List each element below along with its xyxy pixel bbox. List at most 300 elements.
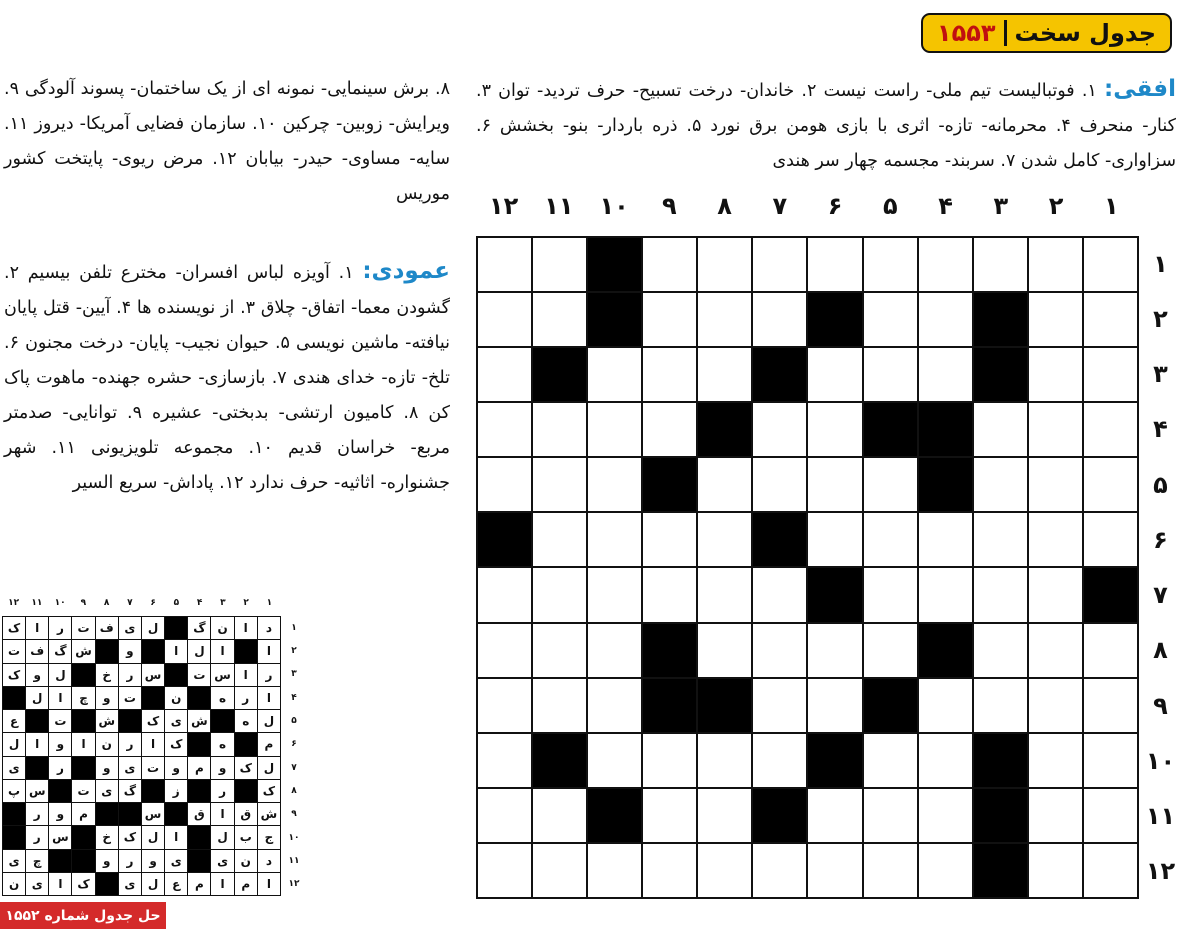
- grid-cell[interactable]: [588, 734, 641, 787]
- grid-cell[interactable]: [919, 513, 972, 566]
- grid-cell[interactable]: [588, 679, 641, 732]
- solution-letter-cell: ر: [119, 850, 141, 872]
- black-cell: [698, 679, 751, 732]
- solution-row-number: ۲: [291, 645, 297, 656]
- grid-cell[interactable]: [864, 624, 917, 677]
- grid-cell[interactable]: [864, 734, 917, 787]
- grid-cell[interactable]: [753, 844, 806, 897]
- grid-cell[interactable]: [478, 348, 531, 401]
- solution-letter-cell: ک: [72, 873, 94, 895]
- row-number: ۹: [1153, 691, 1168, 720]
- grid-cell[interactable]: [808, 844, 861, 897]
- black-cell: [919, 403, 972, 456]
- grid-cell[interactable]: [533, 624, 586, 677]
- grid-cell[interactable]: [1029, 679, 1082, 732]
- row-number: ۴: [1153, 415, 1168, 444]
- grid-cell[interactable]: [643, 348, 696, 401]
- grid-cell[interactable]: [643, 844, 696, 897]
- grid-cell[interactable]: [753, 568, 806, 621]
- grid-cell[interactable]: [478, 238, 531, 291]
- solution-black-cell: [3, 687, 25, 709]
- solution-letter-cell: ه: [235, 710, 257, 732]
- grid-cell[interactable]: [808, 679, 861, 732]
- grid-cell[interactable]: [1029, 734, 1082, 787]
- row-number: ۶: [1153, 525, 1168, 554]
- solution-letter-cell: ق: [188, 803, 210, 825]
- down-clues: [4, 254, 450, 501]
- solution-letter-cell: و: [96, 850, 118, 872]
- grid-cell[interactable]: [919, 238, 972, 291]
- grid-cell[interactable]: [808, 513, 861, 566]
- grid-cell[interactable]: [1084, 513, 1137, 566]
- black-cell: [643, 624, 696, 677]
- grid-cell[interactable]: [478, 293, 531, 346]
- grid-cell[interactable]: [864, 348, 917, 401]
- solution-letter-cell: م: [258, 733, 280, 755]
- row-number: ۸: [1153, 636, 1168, 665]
- solution-black-cell: [235, 780, 257, 802]
- column-numbers: [476, 192, 1139, 226]
- black-cell: [864, 403, 917, 456]
- solution-letter-cell: ل: [142, 873, 164, 895]
- black-cell: [588, 789, 641, 842]
- black-cell: [808, 734, 861, 787]
- solution-letter-cell: ه: [211, 733, 233, 755]
- grid-cell[interactable]: [864, 293, 917, 346]
- solution-column-number: ۱۰: [54, 598, 66, 608]
- grid-cell[interactable]: [753, 679, 806, 732]
- solution-letter-cell: و: [119, 640, 141, 662]
- solution-row-number: ۹: [291, 809, 297, 820]
- solution-grid: [2, 616, 281, 896]
- solution-black-cell: [49, 780, 71, 802]
- solution-letter-cell: ش: [188, 710, 210, 732]
- grid-cell[interactable]: [588, 403, 641, 456]
- column-number: ۱۱: [544, 192, 574, 220]
- grid-cell[interactable]: [919, 844, 972, 897]
- solution-letter-cell: ا: [235, 664, 257, 686]
- grid-cell[interactable]: [808, 624, 861, 677]
- grid-cell[interactable]: [974, 513, 1027, 566]
- row-number: ۳: [1153, 360, 1168, 389]
- grid-cell[interactable]: [808, 789, 861, 842]
- title-separator: [1004, 20, 1007, 46]
- solution-black-cell: [72, 850, 94, 872]
- grid-cell[interactable]: [1084, 458, 1137, 511]
- grid-cell[interactable]: [478, 679, 531, 732]
- black-cell: [533, 734, 586, 787]
- row-number: ۱۱: [1145, 802, 1176, 831]
- grid-cell[interactable]: [533, 513, 586, 566]
- down-heading: عمودی:: [362, 258, 450, 284]
- grid-cell[interactable]: [643, 568, 696, 621]
- solution-letter-cell: چ: [26, 850, 48, 872]
- solution-letter-cell: ف: [96, 617, 118, 639]
- solution-black-cell: [142, 687, 164, 709]
- grid-cell[interactable]: [808, 403, 861, 456]
- solution-letter-cell: د: [258, 850, 280, 872]
- grid-cell[interactable]: [533, 789, 586, 842]
- grid-cell[interactable]: [533, 679, 586, 732]
- grid-cell[interactable]: [974, 238, 1027, 291]
- grid-cell[interactable]: [588, 348, 641, 401]
- solution-black-cell: [96, 803, 118, 825]
- crossword-grid[interactable]: [476, 236, 1139, 899]
- across-clues-text-cont: ۸. برش سینمایی- نمونه ای از یک ساختمان- پسوند آلودگی ۹. ویرایش- زوبین- چرکین ۱۰. سازمان فضایی آمریکا- دیروز ۱۱. سایه- مساوی- حیدر- بیابان ۱۲. مرض ریوی- پایتخت کشور موریس: [4, 79, 450, 204]
- solution-letter-cell: ل: [188, 640, 210, 662]
- grid-cell[interactable]: [919, 348, 972, 401]
- solution-letter-cell: ی: [119, 873, 141, 895]
- grid-cell[interactable]: [1029, 348, 1082, 401]
- solution-letter-cell: س: [49, 826, 71, 848]
- grid-cell[interactable]: [533, 568, 586, 621]
- grid-cell[interactable]: [643, 513, 696, 566]
- row-number: ۵: [1153, 470, 1168, 499]
- solution-black-cell: [188, 733, 210, 755]
- grid-cell[interactable]: [698, 238, 751, 291]
- solution-letter-cell: ی: [3, 850, 25, 872]
- grid-cell[interactable]: [533, 293, 586, 346]
- solution-letter-cell: م: [235, 873, 257, 895]
- grid-cell[interactable]: [1029, 458, 1082, 511]
- solution-letter-cell: ی: [96, 780, 118, 802]
- solution-row-number: ۵: [291, 715, 297, 726]
- solution-letter-cell: ک: [142, 710, 164, 732]
- solution-letter-cell: ع: [3, 710, 25, 732]
- solution-column-number: ۷: [127, 598, 133, 608]
- solution-black-cell: [188, 826, 210, 848]
- grid-cell[interactable]: [1029, 844, 1082, 897]
- grid-cell[interactable]: [1084, 789, 1137, 842]
- solution-letter-cell: س: [142, 664, 164, 686]
- solution-column-number: ۱۲: [8, 598, 20, 608]
- grid-cell[interactable]: [698, 734, 751, 787]
- solution-column-number: ۱۱: [31, 598, 43, 608]
- solution-letter-cell: ل: [26, 687, 48, 709]
- grid-cell[interactable]: [1029, 789, 1082, 842]
- solution-letter-cell: و: [26, 664, 48, 686]
- down-clues-text: ۱. آویزه لباس افسران- مخترع تلفن بیسیم ۲. گشودن معما- اتفاق- چلاق ۳. از نویسنده ها ۴. آیین- قتل پایان نیافته- ماشین نویسی ۵. حیوان نجیب- پایان- درخت مجنون ۶. تلخ- تازه- خدای هندی ۷. بازسازی- حشره جهنده- ماهوت پاک کن ۸. کامیون ارتشی- بدبختی- عشیره ۹. توانایی- صدمتر مربع- خراسان قدیم ۱۰. مجموعه تلویزیونی ۱۱. شهر جشنواره- اثاثیه- حرف ندارد ۱۲. پاداش- سریع السیر: [4, 263, 451, 493]
- grid-cell[interactable]: [974, 679, 1027, 732]
- grid-cell[interactable]: [919, 293, 972, 346]
- grid-cell[interactable]: [533, 403, 586, 456]
- black-cell: [478, 513, 531, 566]
- solution-letter-cell: س: [211, 664, 233, 686]
- solution-black-cell: [142, 640, 164, 662]
- black-cell: [974, 348, 1027, 401]
- solution-letter-cell: ت: [49, 710, 71, 732]
- solution-letter-cell: ش: [96, 710, 118, 732]
- grid-cell[interactable]: [974, 624, 1027, 677]
- grid-cell[interactable]: [1029, 293, 1082, 346]
- solution-letter-cell: ع: [165, 873, 187, 895]
- solution-letter-cell: ی: [165, 850, 187, 872]
- solution-letter-cell: ا: [211, 873, 233, 895]
- grid-cell[interactable]: [588, 513, 641, 566]
- solution-letter-cell: ر: [49, 757, 71, 779]
- black-cell: [808, 293, 861, 346]
- grid-cell[interactable]: [698, 844, 751, 897]
- solution-letter-cell: ا: [258, 687, 280, 709]
- grid-cell[interactable]: [864, 844, 917, 897]
- grid-cell[interactable]: [919, 789, 972, 842]
- solution-letter-cell: ر: [258, 664, 280, 686]
- solution-letter-cell: پ: [3, 780, 25, 802]
- grid-cell[interactable]: [974, 458, 1027, 511]
- solution-black-cell: [188, 687, 210, 709]
- grid-cell[interactable]: [698, 513, 751, 566]
- grid-cell[interactable]: [753, 458, 806, 511]
- grid-cell[interactable]: [643, 734, 696, 787]
- solution-letter-cell: س: [142, 803, 164, 825]
- row-number: ۱۲: [1145, 857, 1176, 886]
- solution-letter-cell: ل: [142, 617, 164, 639]
- grid-cell[interactable]: [974, 568, 1027, 621]
- grid-cell[interactable]: [919, 734, 972, 787]
- solution-letter-cell: ا: [165, 826, 187, 848]
- grid-cell[interactable]: [478, 458, 531, 511]
- solution-letter-cell: ف: [26, 640, 48, 662]
- grid-cell[interactable]: [588, 624, 641, 677]
- grid-cell[interactable]: [919, 679, 972, 732]
- grid-cell[interactable]: [478, 568, 531, 621]
- solution-black-cell: [26, 757, 48, 779]
- solution-letter-cell: و: [96, 687, 118, 709]
- solution-letter-cell: ت: [72, 617, 94, 639]
- grid-cell[interactable]: [753, 238, 806, 291]
- column-number: ۲: [1048, 192, 1064, 220]
- grid-cell[interactable]: [533, 458, 586, 511]
- solution-letter-cell: ک: [235, 757, 257, 779]
- column-number: ۱: [1104, 192, 1119, 220]
- grid-cell[interactable]: [478, 734, 531, 787]
- solution-letter-cell: ی: [3, 757, 25, 779]
- across-clues: [476, 72, 1176, 179]
- black-cell: [753, 513, 806, 566]
- black-cell: [753, 348, 806, 401]
- solution-letter-cell: و: [165, 757, 187, 779]
- solution-letter-cell: ج: [258, 826, 280, 848]
- grid-cell[interactable]: [753, 293, 806, 346]
- across-clues-continued: [4, 72, 450, 212]
- grid-cell[interactable]: [864, 568, 917, 621]
- black-cell: [974, 844, 1027, 897]
- solution-letter-cell: ت: [72, 780, 94, 802]
- grid-cell[interactable]: [533, 238, 586, 291]
- solution-column-number: ۵: [173, 598, 180, 608]
- grid-cell[interactable]: [1084, 734, 1137, 787]
- grid-cell[interactable]: [864, 513, 917, 566]
- solution-letter-cell: ل: [211, 826, 233, 848]
- column-number: ۱۰: [599, 192, 629, 220]
- solution-letter-cell: ن: [165, 687, 187, 709]
- grid-cell[interactable]: [588, 568, 641, 621]
- row-number: ۷: [1153, 581, 1168, 610]
- black-cell: [1084, 568, 1137, 621]
- row-number: ۱۰: [1145, 746, 1176, 775]
- black-cell: [919, 624, 972, 677]
- black-cell: [974, 789, 1027, 842]
- black-cell: [643, 679, 696, 732]
- grid-cell[interactable]: [919, 568, 972, 621]
- solution-black-cell: [165, 803, 187, 825]
- row-number: ۲: [1153, 304, 1168, 333]
- column-number: ۶: [827, 192, 843, 220]
- solution-row-numbers: [284, 616, 304, 896]
- solution-letter-cell: و: [211, 757, 233, 779]
- grid-cell[interactable]: [643, 238, 696, 291]
- grid-cell[interactable]: [808, 238, 861, 291]
- column-number: ۴: [938, 192, 953, 220]
- solution-letter-cell: ق: [235, 803, 257, 825]
- black-cell: [919, 458, 972, 511]
- solution-letter-cell: ی: [165, 710, 187, 732]
- solution-letter-cell: ر: [49, 617, 71, 639]
- solution-row-number: ۱: [291, 622, 297, 633]
- solution-black-cell: [165, 664, 187, 686]
- solution-letter-cell: ا: [165, 640, 187, 662]
- solution-letter-cell: ک: [3, 664, 25, 686]
- solution-letter-cell: و: [49, 803, 71, 825]
- solution-letter-cell: ر: [26, 826, 48, 848]
- grid-cell[interactable]: [533, 844, 586, 897]
- grid-cell[interactable]: [864, 789, 917, 842]
- solution-black-cell: [165, 617, 187, 639]
- puzzle-title-badge: [921, 13, 1172, 53]
- grid-cell[interactable]: [1029, 513, 1082, 566]
- solution-letter-cell: ر: [211, 780, 233, 802]
- solution-letter-cell: ز: [165, 780, 187, 802]
- solution-letter-cell: ل: [142, 826, 164, 848]
- grid-cell[interactable]: [698, 458, 751, 511]
- solution-letter-cell: ا: [72, 733, 94, 755]
- column-number: ۳: [993, 192, 1009, 220]
- grid-cell[interactable]: [478, 624, 531, 677]
- grid-cell[interactable]: [1029, 403, 1082, 456]
- solution-letter-cell: ا: [235, 617, 257, 639]
- grid-cell[interactable]: [1029, 568, 1082, 621]
- solution-row-number: ۴: [291, 692, 297, 703]
- solution-column-number: ۶: [150, 598, 156, 608]
- grid-cell[interactable]: [864, 238, 917, 291]
- solution-black-cell: [72, 826, 94, 848]
- solution-black-cell: [188, 850, 210, 872]
- grid-cell[interactable]: [698, 624, 751, 677]
- grid-cell[interactable]: [698, 568, 751, 621]
- solution-column-number: ۸: [103, 598, 110, 608]
- solution-letter-cell: ل: [258, 710, 280, 732]
- grid-cell[interactable]: [478, 403, 531, 456]
- solution-letter-cell: ت: [188, 664, 210, 686]
- grid-cell[interactable]: [1084, 403, 1137, 456]
- solution-row-number: ۷: [291, 762, 297, 773]
- column-number: ۷: [772, 192, 788, 220]
- solution-letter-cell: ن: [235, 850, 257, 872]
- black-cell: [698, 403, 751, 456]
- grid-cell[interactable]: [864, 458, 917, 511]
- solution-letter-cell: ن: [211, 617, 233, 639]
- grid-cell[interactable]: [698, 348, 751, 401]
- grid-cell[interactable]: [478, 844, 531, 897]
- solution-letter-cell: ک: [165, 733, 187, 755]
- grid-cell[interactable]: [753, 734, 806, 787]
- solution-black-cell: [72, 757, 94, 779]
- black-cell: [974, 293, 1027, 346]
- solution-letter-cell: ل: [258, 757, 280, 779]
- black-cell: [864, 679, 917, 732]
- solution-row-number: ۱۰: [288, 832, 300, 843]
- solution-letter-cell: و: [96, 757, 118, 779]
- black-cell: [753, 789, 806, 842]
- grid-cell[interactable]: [753, 624, 806, 677]
- solution-letter-cell: ت: [142, 757, 164, 779]
- grid-cell[interactable]: [808, 458, 861, 511]
- grid-cell[interactable]: [478, 789, 531, 842]
- grid-cell[interactable]: [588, 844, 641, 897]
- solution-letter-cell: ب: [235, 826, 257, 848]
- grid-cell[interactable]: [643, 789, 696, 842]
- solution-letter-cell: خ: [96, 664, 118, 686]
- solution-letter-cell: ه: [211, 687, 233, 709]
- solution-column-number: ۴: [196, 598, 203, 608]
- grid-cell[interactable]: [698, 789, 751, 842]
- solution-letter-cell: ا: [26, 733, 48, 755]
- grid-cell[interactable]: [808, 348, 861, 401]
- solution-black-cell: [3, 803, 25, 825]
- grid-cell[interactable]: [1029, 624, 1082, 677]
- grid-cell[interactable]: [1084, 624, 1137, 677]
- grid-cell[interactable]: [974, 403, 1027, 456]
- solution-black-cell: [211, 710, 233, 732]
- grid-cell[interactable]: [1084, 293, 1137, 346]
- solution-letter-cell: ی: [211, 850, 233, 872]
- solution-letter-cell: ک: [258, 780, 280, 802]
- grid-cell[interactable]: [1084, 679, 1137, 732]
- solution-letter-cell: ی: [119, 757, 141, 779]
- grid-cell[interactable]: [753, 403, 806, 456]
- solution-black-cell: [235, 640, 257, 662]
- solution-letter-cell: ر: [26, 803, 48, 825]
- solution-letter-cell: ا: [211, 640, 233, 662]
- grid-cell[interactable]: [1084, 844, 1137, 897]
- solution-letter-cell: گ: [188, 617, 210, 639]
- grid-cell[interactable]: [643, 403, 696, 456]
- grid-cell[interactable]: [643, 293, 696, 346]
- grid-cell[interactable]: [1084, 348, 1137, 401]
- solution-label: حل جدول شماره ۱۵۵۲: [0, 902, 166, 929]
- grid-cell[interactable]: [588, 458, 641, 511]
- solution-letter-cell: چ: [72, 687, 94, 709]
- solution-black-cell: [235, 733, 257, 755]
- grid-cell[interactable]: [698, 293, 751, 346]
- grid-cell[interactable]: [1029, 238, 1082, 291]
- solution-black-cell: [72, 710, 94, 732]
- column-number: ۱۲: [488, 192, 519, 220]
- solution-row-number: ۱۱: [288, 855, 300, 866]
- solution-column-number: ۲: [243, 598, 249, 608]
- across-clues-text: ۱. فوتبالیست تیم ملی- راست نیست ۲. خاندان- درخت تسبیح- حرف تردید- توان ۳. کنار- منحرف ۴. محرمانه- تازه- اثری با بازی هومن برق نورد ۵. ذره باردار- بنو- بخشش ۶. سزاواری- کامل شدن ۷. سربند- مجسمه چهار سر هندی: [476, 81, 1176, 171]
- solution-black-cell: [96, 873, 118, 895]
- black-cell: [588, 238, 641, 291]
- solution-letter-cell: و: [49, 733, 71, 755]
- solution-black-cell: [119, 803, 141, 825]
- black-cell: [588, 293, 641, 346]
- puzzle-title: جدول سخت: [1014, 19, 1157, 47]
- solution-row-number: ۸: [291, 785, 297, 796]
- solution-letter-cell: ی: [26, 873, 48, 895]
- grid-cell[interactable]: [1084, 238, 1137, 291]
- solution-letter-cell: ل: [49, 664, 71, 686]
